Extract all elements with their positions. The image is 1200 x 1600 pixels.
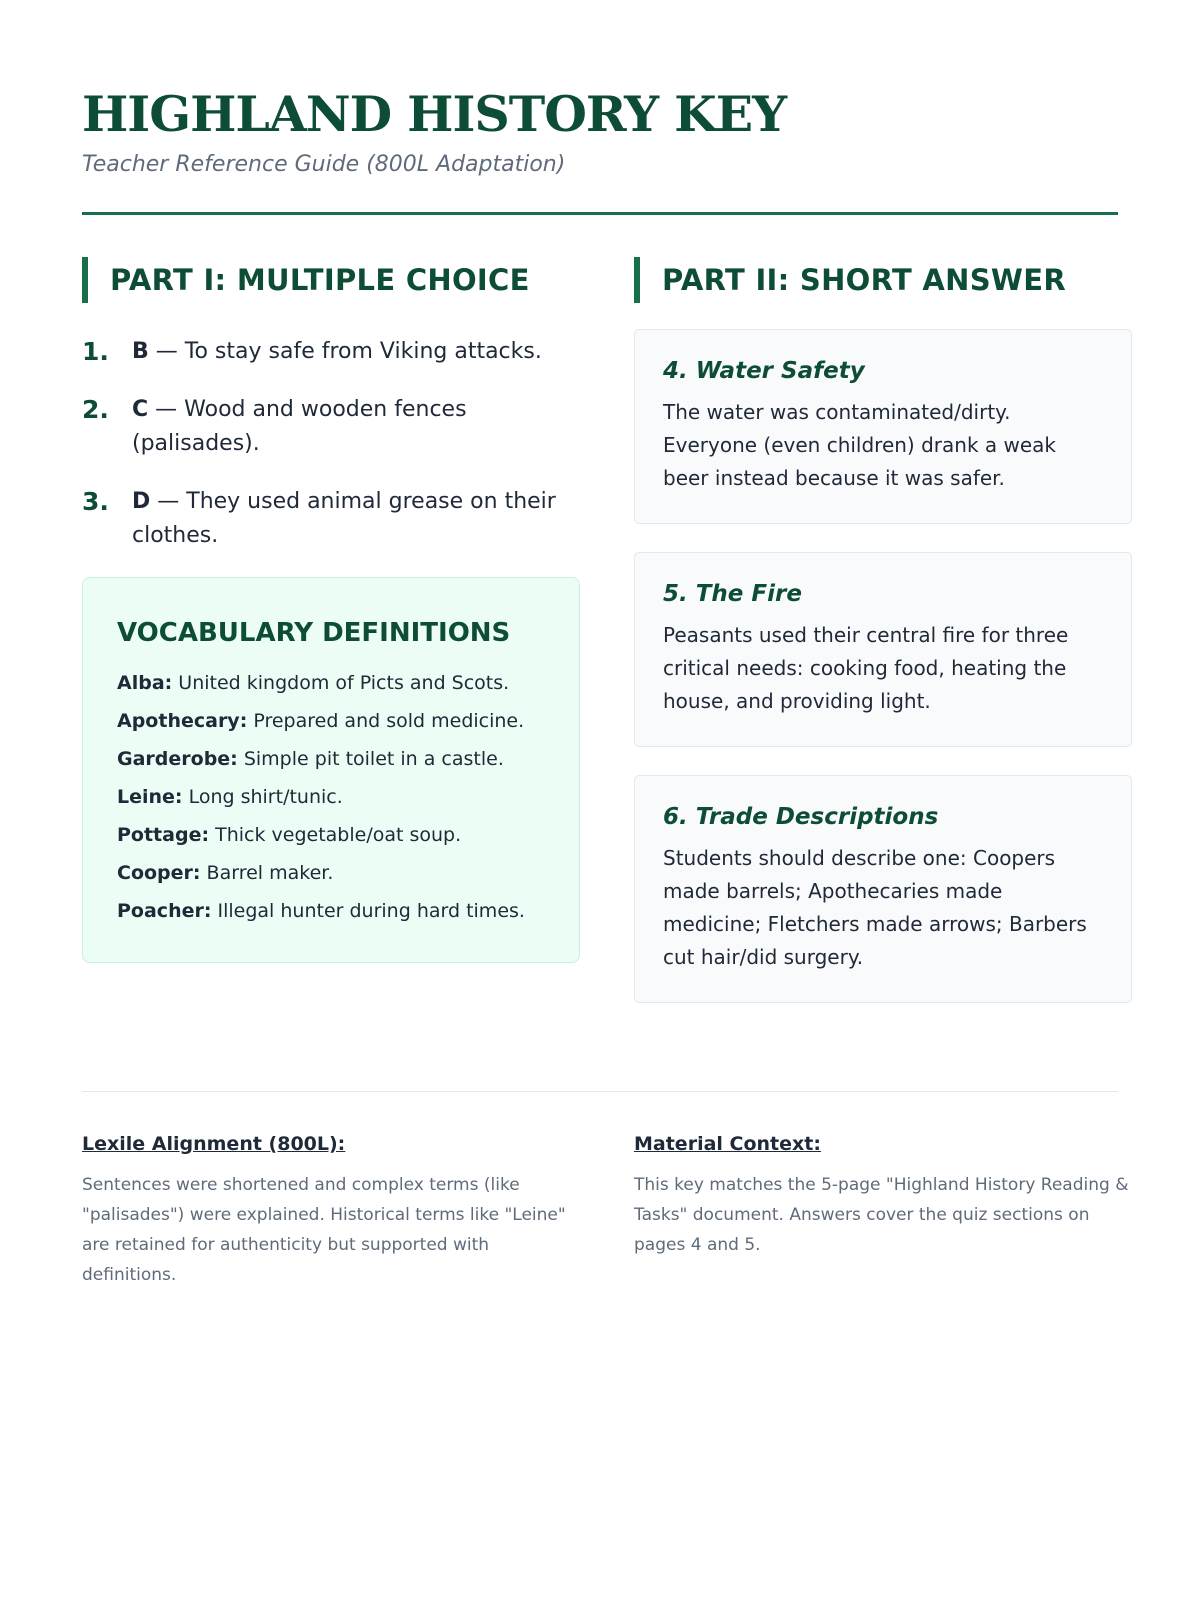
card-body: The water was contaminated/dirty. Everyone (even children) drank a weak beer instead because it was safer. <box>663 400 1056 490</box>
header <box>82 0 1118 180</box>
item-number: 1. <box>82 337 109 366</box>
vocab-term: Garderobe: <box>117 748 238 770</box>
note-body: This key matches the 5-page "Highland History Reading & Tasks" document. Answers cover the quiz sections on pages 4 and 5. <box>634 1175 1129 1255</box>
vocab-item <box>117 860 545 886</box>
vocab-item <box>117 746 545 772</box>
note-body: Sentences were shortened and complex terms (like "palisades") were explained. Historical terms like "Leine" are retained for authenticity but supported with definitions. <box>82 1175 566 1285</box>
multiple-choice-list <box>82 335 580 553</box>
context-note <box>634 1130 1132 1290</box>
vocab-definition: United kingdom of Picts and Scots. <box>172 672 510 694</box>
short-answer-list <box>634 329 1132 1003</box>
left-column <box>82 257 580 1031</box>
footer-divider <box>82 1091 1118 1092</box>
answer-letter: C <box>132 397 149 422</box>
part2-heading: PART II: SHORT ANSWER <box>634 257 1132 303</box>
list-item <box>82 485 580 553</box>
card-body: Peasants used their central fire for three critical needs: cooking food, heating the house, and providing light. <box>663 623 1069 713</box>
vocab-term: Apothecary: <box>117 710 248 732</box>
answer-explanation: — They used animal grease on their clothes. <box>132 489 556 548</box>
vocab-item <box>117 784 545 810</box>
answer-text <box>132 335 542 369</box>
vocabulary-box <box>82 577 580 963</box>
item-number: 3. <box>82 487 109 516</box>
main-columns <box>82 257 1118 1031</box>
vocab-term: Leine: <box>117 786 183 808</box>
list-item <box>82 393 580 461</box>
footer-notes <box>82 1130 1129 1290</box>
right-column <box>634 257 1132 1031</box>
answer-letter: B <box>132 339 149 364</box>
vocab-definition: Illegal hunter during hard times. <box>211 900 525 922</box>
note-title: Material Context: <box>634 1133 821 1155</box>
card-title: 4. Water Safety <box>663 358 865 384</box>
vocab-item <box>117 670 545 696</box>
vocab-definition: Long shirt/tunic. <box>182 786 343 808</box>
page-subtitle: Teacher Reference Guide (800L Adaptation) <box>82 152 566 177</box>
vocab-definition: Prepared and sold medicine. <box>247 710 525 732</box>
vocab-item <box>117 822 545 848</box>
short-answer-card <box>634 552 1132 747</box>
card-title: 5. The Fire <box>663 581 802 607</box>
vocabulary-title: VOCABULARY DEFINITIONS <box>117 618 511 648</box>
page-title: HIGHLAND HISTORY KEY <box>82 85 787 143</box>
item-number: 2. <box>82 395 109 424</box>
header-rule <box>82 212 1118 215</box>
vocab-item <box>117 898 545 924</box>
short-answer-card <box>634 329 1132 524</box>
lexile-note <box>82 1130 580 1290</box>
vocab-term: Cooper: <box>117 862 201 884</box>
note-title: Lexile Alignment (800L): <box>82 1133 346 1155</box>
answer-text <box>132 485 580 553</box>
part1-heading: PART I: MULTIPLE CHOICE <box>82 257 580 303</box>
card-title: 6. Trade Descriptions <box>663 804 939 830</box>
vocab-term: Poacher: <box>117 900 212 922</box>
vocab-item <box>117 708 545 734</box>
vocab-term: Alba: <box>117 672 173 694</box>
answer-explanation: — To stay safe from Viking attacks. <box>148 339 542 364</box>
answer-text <box>132 393 580 461</box>
answer-explanation: — Wood and wooden fences (palisades). <box>132 397 467 456</box>
short-answer-card <box>634 775 1132 1003</box>
list-item <box>82 335 580 369</box>
vocab-definition: Thick vegetable/oat soup. <box>209 824 462 846</box>
vocab-definition: Simple pit toilet in a castle. <box>237 748 504 770</box>
card-body: Students should describe one: Coopers made barrels; Apothecaries made medicine; Fletchers made arrows; Barbers cut hair/did surgery. <box>663 846 1087 969</box>
vocab-definition: Barrel maker. <box>200 862 334 884</box>
answer-letter: D <box>132 489 151 514</box>
vocab-term: Pottage: <box>117 824 210 846</box>
